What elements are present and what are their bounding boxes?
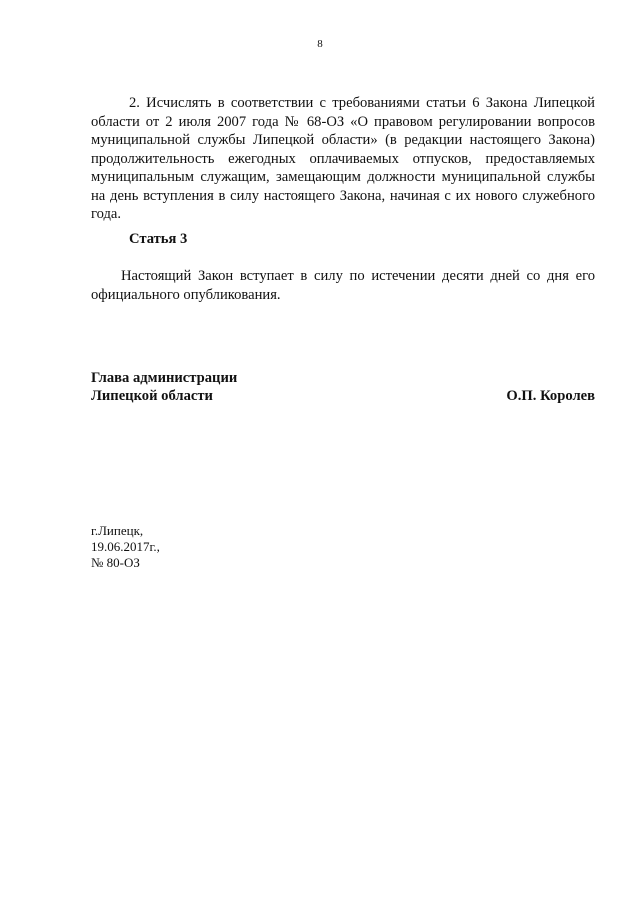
footer-city: г.Липецк, [91, 523, 144, 538]
page-number: 8 [317, 38, 323, 50]
paragraph-article-3: Настоящий Закон вступает в силу по истечении десяти дней со дня его официального опубликования. [91, 268, 595, 303]
footer-law-number: № 80-ОЗ [91, 555, 140, 570]
signature-title-line-2: Липецкой области [91, 388, 213, 404]
footer-date: 19.06.2017г., [91, 539, 160, 554]
signature-block [91, 388, 595, 405]
paragraph-item-2: 2. Исчислять в соответствии с требованиями статьи 6 Закона Липецкой области от 2 июля 2007 года № 68-ОЗ «О правовом регулировании вопросов муниципальной службы Липецкой области» (в редакции настоящего Закона) продолжительность ежегодных оплачиваемых отпусков, предоставляемых муниципальным служащим, замещающим должности муниципальной службы на день вступления в силу настоящего Закона, начиная с их нового служебного года. [91, 95, 595, 222]
signatory-name: О.П. Королев [506, 388, 595, 404]
article-heading: Статья 3 [129, 231, 188, 247]
signature-title-line-1: Глава администрации [91, 370, 238, 386]
